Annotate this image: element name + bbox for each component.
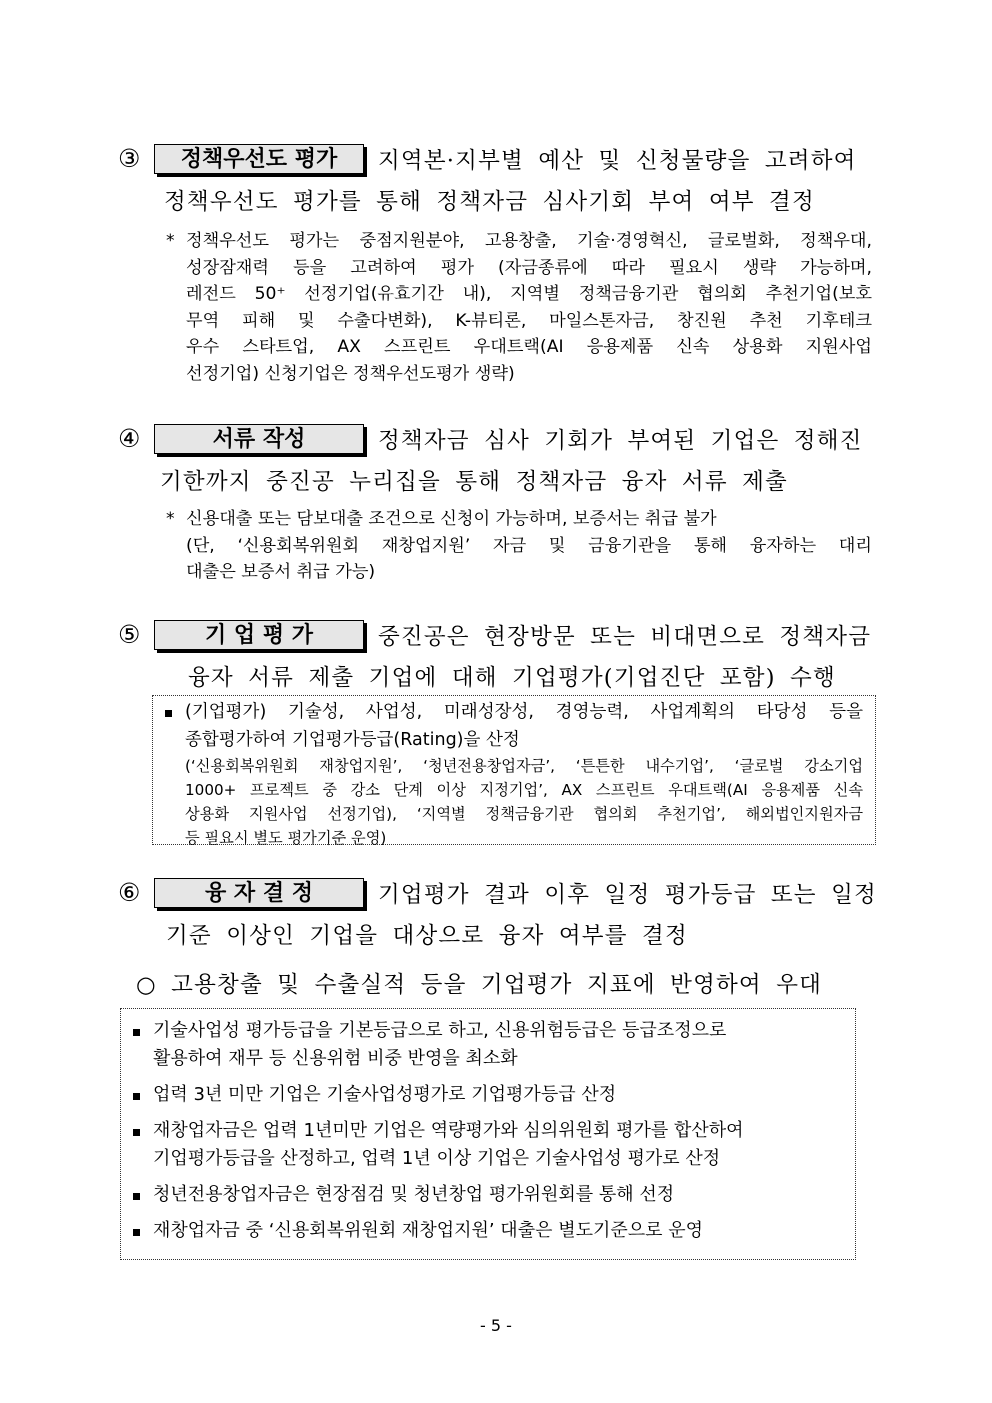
step-lead-continued: 기준 이상인 기업을 대상으로 융자 여부를 결정	[166, 923, 688, 949]
note-asterisk: *	[166, 509, 175, 529]
note-line: 신용대출 또는 담보대출 조건으로 신청이 가능하며, 보증서는 취급 불가	[186, 509, 717, 529]
note-line: 우수 스타트업, AX 스프린트 우대트랙(AI 응용제품 신속 상용화 지원사업	[186, 337, 872, 357]
criteria-item	[133, 1217, 843, 1245]
criteria-item	[133, 1117, 843, 1173]
evaluation-note-line: 상용화 지원사업 선정기업), ‘지역별 정책금융기관 협의회 추천기업’, 해외법인지원자금	[185, 805, 863, 823]
criteria-line: 재창업자금은 업력 1년미만 기업은 역량평가와 심의위원회 평가를 합산하여	[153, 1120, 744, 1141]
note-line: 레전드 50⁺ 선정기업(유효기간 내), 지역별 정책금융기관 협의회 추천기업(보호	[186, 284, 872, 304]
step-5-header	[118, 618, 878, 652]
step-lead-continued: 기한까지 중진공 누리집을 통해 정책자금 융자 서류 제출	[160, 469, 788, 495]
step-5	[118, 618, 878, 692]
criteria-line: 청년전용창업자금은 현장점검 및 청년창업 평가위원회를 통해 선정	[153, 1184, 675, 1205]
criteria-box	[120, 1008, 856, 1260]
evaluation-line: 종합평가하여 기업평가등급(Rating)을 산정	[185, 730, 520, 750]
evaluation-line: (기업평가) 기술성, 사업성, 미래성장성, 경영능력, 사업계획의 타당성 등을	[185, 702, 863, 722]
evaluation-item	[165, 698, 863, 850]
square-bullet-icon	[133, 1193, 140, 1200]
note-line: 정책우선도 평가는 중점지원분야, 고용창출, 기술·경영혁신, 글로벌화, 정책우대,	[186, 231, 872, 251]
step-6-header	[118, 876, 878, 910]
step-6	[118, 876, 878, 950]
step-lead-continued: 융자 서류 제출 기업에 대해 기업평가(기업진단 포함) 수행	[188, 665, 836, 691]
step-note	[166, 506, 872, 586]
note-line: 선정기업) 신청기업은 정책우선도평가 생략)	[186, 363, 515, 384]
note-line: 성장잠재력 등을 고려하여 평가 (자금종류에 따라 필요시 생략 가능하며,	[186, 257, 872, 278]
note-line: 무역 피해 및 수출다변화), K-뷰티론, 마일스톤자금, 창진원 추천 기후테크	[186, 310, 872, 331]
circle-bullet-line: ○ 고용창출 및 수출실적 등을 기업평가 지표에 반영하여 우대	[136, 972, 823, 998]
note-asterisk: *	[166, 231, 175, 251]
step-label: 서류 작성	[154, 424, 364, 454]
note-line: 대출은 보증서 취급 가능)	[186, 562, 376, 582]
step-label: 기 업 평 가	[154, 620, 364, 650]
step-number: ⑤	[118, 620, 141, 649]
step-number: ③	[118, 144, 141, 173]
step-lead: 중진공은 현장방문 또는 비대면으로 정책자금	[378, 624, 872, 650]
step-label: 융 자 결 정	[154, 878, 364, 908]
square-bullet-icon	[133, 1229, 140, 1236]
criteria-item	[133, 1081, 843, 1109]
step-3	[118, 142, 878, 387]
criteria-item	[133, 1181, 843, 1209]
square-bullet-icon	[133, 1029, 140, 1036]
step-lead-continued: 정책우선도 평가를 통해 정책자금 심사기회 부여 여부 결정	[164, 189, 815, 215]
note-line: (단, ‘신용회복위원회 재창업지원’ 자금 및 금융기관을 통해 융자하는 대리	[186, 535, 872, 556]
evaluation-note-line: 1000+ 프로젝트 중 강소 단계 이상 지정기업’, AX 스프린트 우대트랙(AI 응용제품 신속	[185, 781, 863, 799]
criteria-line: 기술사업성 평가등급을 기본등급으로 하고, 신용위험등급은 등급조정으로	[153, 1020, 727, 1041]
criteria-line: 활용하여 재무 등 신용위험 비중 반영을 최소화	[153, 1048, 518, 1069]
step-number: ④	[118, 424, 141, 453]
step-lead: 지역본·지부별 예산 및 신청물량을 고려하여	[378, 148, 857, 174]
criteria-item	[133, 1017, 843, 1073]
step-3-header	[118, 142, 878, 176]
step-lead: 기업평가 결과 이후 일정 평가등급 또는 일정	[378, 882, 877, 908]
step-lead: 정책자금 심사 기회가 부여된 기업은 정해진	[378, 428, 863, 454]
criteria-line: 업력 3년 미만 기업은 기술사업성평가로 기업평가등급 산정	[153, 1084, 617, 1105]
square-bullet-icon	[133, 1129, 140, 1136]
step-note	[166, 228, 872, 387]
evaluation-note-line: (‘신용회복위원회 재창업지원’, ‘청년전용창업자금’, ‘튼튼한 내수기업’, ‘글로벌 강소기업	[185, 757, 863, 775]
evaluation-note-line: 등 필요시 별도 평가기준 운영)	[185, 829, 387, 847]
page-number: - 5 -	[480, 1316, 512, 1335]
criteria-line: 기업평가등급을 산정하고, 업력 1년 이상 기업은 기술사업성 평가로 산정	[153, 1148, 721, 1169]
evaluation-box	[152, 695, 876, 845]
step-4	[118, 422, 878, 586]
criteria-line: 재창업자금 중 ‘신용회복위원회 재창업지원’ 대출은 별도기준으로 운영	[153, 1220, 704, 1241]
step-number: ⑥	[118, 878, 141, 907]
step-4-header	[118, 422, 878, 456]
square-bullet-icon	[165, 710, 172, 717]
square-bullet-icon	[133, 1093, 140, 1100]
step-label: 정책우선도 평가	[154, 144, 364, 174]
